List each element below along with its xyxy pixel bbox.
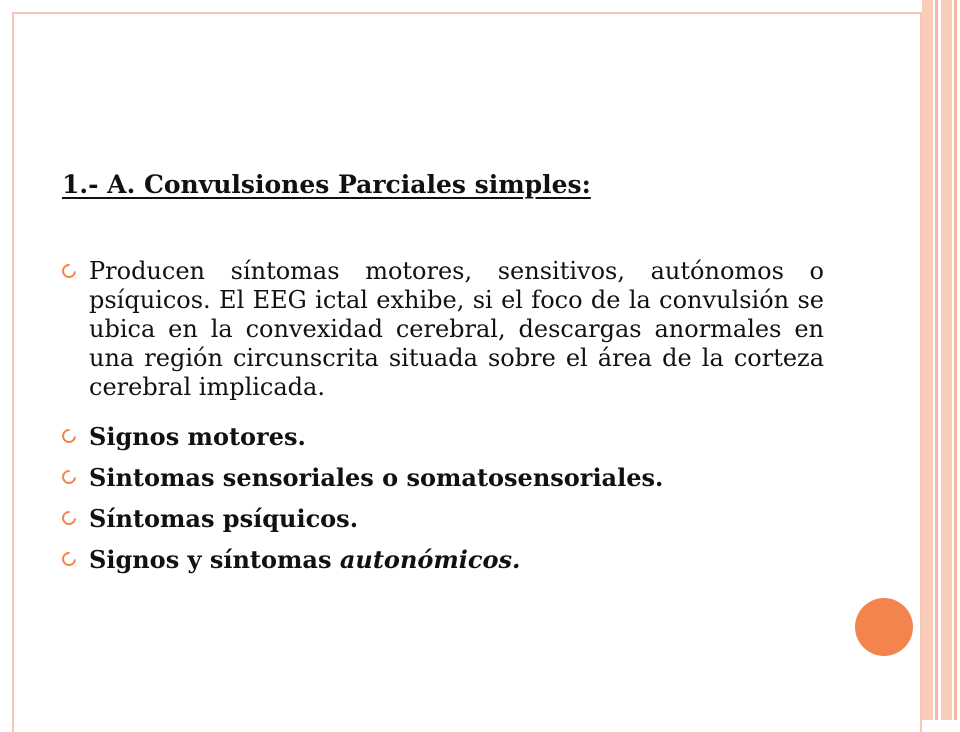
bullet-text: Sintomas sensoriales o somatosensoriales. <box>89 463 664 492</box>
bullet-item-description <box>62 257 824 402</box>
right-decorative-stripe <box>935 0 938 720</box>
open-circle-bullet-icon <box>59 549 79 569</box>
open-circle-bullet-icon <box>59 261 79 281</box>
bullet-item-motor-signs <box>62 422 824 451</box>
bullet-text: Síntomas psíquicos. <box>89 504 359 533</box>
bullet-text-emphasis: autonómicos. <box>339 545 521 574</box>
right-decorative-stripe <box>954 0 957 720</box>
bullet-text: Producen síntomas motores, sensitivos, autónomos o psíquicos. El EEG ictal exhibe, si el foco de la convulsión se ubica en la convexidad cerebral, descargas anormales en una región circunscrita situada sobre el área de la corteza cerebral implicada. <box>89 257 824 401</box>
right-decorative-band <box>922 0 933 720</box>
bullet-item-autonomic-signs <box>62 545 824 574</box>
open-circle-bullet-icon <box>59 508 79 528</box>
bullet-item-psychic-symptoms <box>62 504 824 533</box>
bullet-text: Signos motores. <box>89 422 306 451</box>
open-circle-bullet-icon <box>59 467 79 487</box>
right-decorative-band <box>941 0 952 720</box>
slide-heading: 1.- A. Convulsiones Parciales simples: <box>62 170 591 199</box>
bullet-list <box>62 257 824 586</box>
orange-circle-decoration <box>855 598 913 656</box>
open-circle-bullet-icon <box>59 426 79 446</box>
bullet-item-sensory-symptoms <box>62 463 824 492</box>
bullet-text: Signos y síntomas <box>89 545 340 574</box>
